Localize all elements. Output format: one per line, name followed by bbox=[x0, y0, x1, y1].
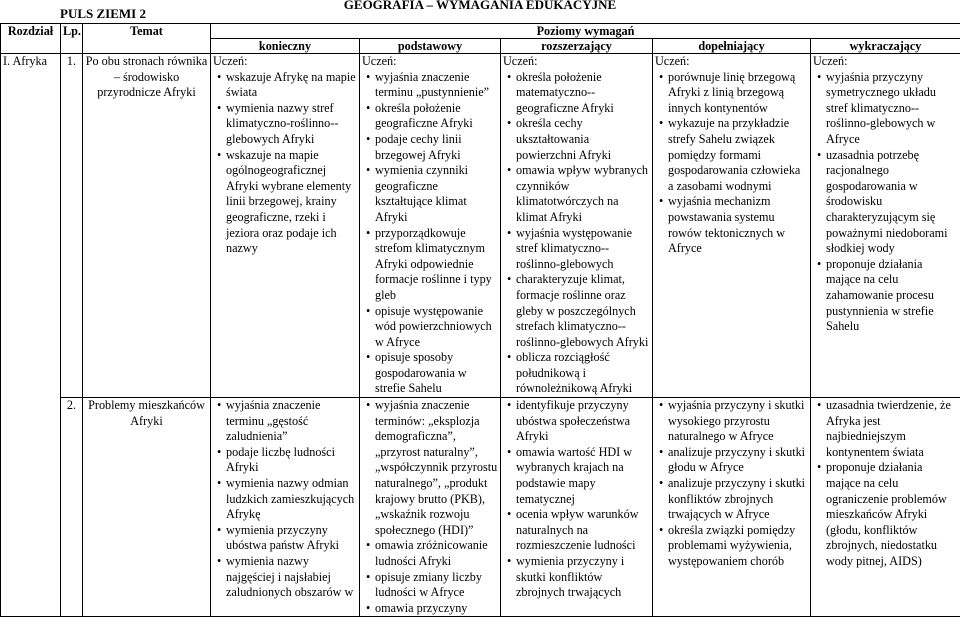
list-item: • wyjaśnia znaczenie terminu „gęstość zaludnienia” bbox=[226, 398, 357, 445]
podstawowy-cell bbox=[360, 54, 501, 398]
col-lp: Lp. bbox=[61, 24, 83, 39]
list-item: • omawia wpływ wybranych czynników klimatotwórczych na klimat Afryki bbox=[516, 163, 650, 225]
list bbox=[213, 70, 357, 257]
list-item: • omawia przyczyny bbox=[375, 601, 498, 617]
list-item: • oblicza rozciągłość południkową i równoleżnikową Afryki bbox=[516, 350, 650, 397]
list-item: • określa cechy ukształtowania powierzchni Afryki bbox=[516, 116, 650, 163]
list bbox=[503, 70, 650, 397]
list-item: • wskazuje Afrykę na mapie świata bbox=[226, 70, 357, 101]
list bbox=[655, 70, 808, 257]
list-item: • uzasadnia twierdzenie, że Afryka jest najbiedniejszym kontynentem świata bbox=[826, 398, 958, 460]
list-item: • opisuje zmiany liczby ludności w Afryce bbox=[375, 570, 498, 601]
list-item: • opisuje sposoby gospodarowania w strefie Sahelu bbox=[375, 350, 498, 397]
list-item: • charakteryzuje klimat, formacje roślinne oraz gleby w poszczególnych strefach klimatyczno--roślinno-glebowych Afryki bbox=[516, 272, 650, 350]
col-rozdzial: Rozdział bbox=[1, 24, 61, 39]
wykraczajacy-cell bbox=[811, 398, 960, 617]
list-item: • proponuje działania mające na celu ograniczenie problemów mieszkańców Afryki (głodu, konfliktów zbrojnych, niedostatku wody pitnej, AIDS) bbox=[826, 460, 958, 569]
list-item: • wyjaśnia występowanie stref klimatyczno--roślinno-glebowych bbox=[516, 226, 650, 273]
list-item: • określa położenie geograficzne Afryki bbox=[375, 101, 498, 132]
podstawowy-cell bbox=[360, 398, 501, 617]
header-left: PULS ZIEMI 2 bbox=[60, 6, 146, 22]
wykraczajacy-cell bbox=[811, 54, 960, 398]
temat-cell: Problemy mieszkańców Afryki bbox=[83, 398, 211, 617]
list-item: • proponuje działania mające na celu zahamowanie procesu pustynnienia w strefie Sahelu bbox=[826, 257, 958, 335]
list-item: • porównuje linię brzegową Afryki z linią brzegową innych kontynentów bbox=[668, 70, 808, 117]
list-item: • analizuje przyczyny i skutki konfliktów zbrojnych trwających w Afryce bbox=[668, 476, 808, 523]
list-item: • wymienia nazwy najgęściej i najsłabiej zaludnionych obszarów w bbox=[226, 554, 357, 601]
list bbox=[503, 398, 650, 601]
list-item: • przyporządkowuje strefom klimatycznym Afryki odpowiednie formacje roślinne i typy gleb bbox=[375, 226, 498, 304]
rozdzial-cell: I. Afryka bbox=[1, 54, 61, 617]
list bbox=[362, 70, 498, 397]
konieczny-cell bbox=[211, 398, 360, 617]
list-item: • wyjaśnia znaczenie terminów: „eksplozja demograficzna”, „przyrost naturalny”, „współczynnik przyrostu naturalnego”, „produkt krajowy brutto (PKB), „wskaźnik rozwoju społecznego (HDI)” bbox=[375, 398, 498, 538]
rozszerzajacy-cell bbox=[501, 54, 653, 398]
list-item: • omawia wartość HDI w wybranych krajach na podstawie mapy tematycznej bbox=[516, 445, 650, 507]
table-row bbox=[1, 398, 960, 617]
rozszerzajacy-cell bbox=[501, 398, 653, 617]
lp-cell: 1. bbox=[61, 54, 83, 398]
col-poziomy: Poziomy wymagań bbox=[211, 24, 960, 39]
col-rozszerzajacy: rozszerzający bbox=[501, 39, 653, 54]
lp-cell: 2. bbox=[61, 398, 83, 617]
dopelniajacy-cell bbox=[653, 54, 811, 398]
list-item: • wyjaśnia mechanizm powstawania systemu rowów tektonicznych w Afryce bbox=[668, 194, 808, 256]
list bbox=[362, 398, 498, 616]
list-item: • analizuje przyczyny i skutki głodu w Afryce bbox=[668, 445, 808, 476]
list-item: • wskazuje na mapie ogólnogeograficznej Afryki wybrane elementy linii brzegowej, krainy geograficzne, rzeki i jeziora oraz podaje ich nazwy bbox=[226, 148, 357, 257]
list bbox=[813, 398, 958, 570]
table-row bbox=[1, 54, 960, 398]
uczen-label: Uczeń: bbox=[813, 54, 958, 70]
list bbox=[813, 70, 958, 335]
konieczny-cell bbox=[211, 54, 360, 398]
dopelniajacy-cell bbox=[653, 398, 811, 617]
col-wykraczajacy: wykraczający bbox=[811, 39, 960, 54]
list-item: • uzasadnia potrzebę racjonalnego gospodarowania w środowisku charakteryzującym się poważnymi niedoborami słodkiej wody bbox=[826, 148, 958, 257]
uczen-label: Uczeń: bbox=[503, 54, 650, 70]
list-item: • określa związki pomiędzy problemami wyżywienia, występowaniem chorób bbox=[668, 523, 808, 570]
list-item: • omawia zróżnicowanie ludności Afryki bbox=[375, 538, 498, 569]
uczen-label: Uczeń: bbox=[655, 54, 808, 70]
col-temat: Temat bbox=[83, 24, 211, 39]
col-konieczny: konieczny bbox=[211, 39, 360, 54]
col-podstawowy: podstawowy bbox=[360, 39, 501, 54]
list-item: • wymienia nazwy stref klimatyczno-roślinno--glebowych Afryki bbox=[226, 101, 357, 148]
list-item: • wykazuje na przykładzie strefy Sahelu związek pomiędzy formami gospodarowania człowieka a zasobami wodnymi bbox=[668, 116, 808, 194]
list-item: • wyjaśnia przyczyny symetrycznego układu stref klimatyczno--roślinno-glebowych w Afryce bbox=[826, 70, 958, 148]
list-item: • podaje liczbę ludności Afryki bbox=[226, 445, 357, 476]
list-item: • wymienia przyczyny i skutki konfliktów zbrojnych trwających bbox=[516, 554, 650, 601]
document-title: GEOGRAFIA – WYMAGANIA EDUKACYJNE bbox=[0, 0, 960, 13]
header-row-1 bbox=[1, 24, 960, 39]
list-item: • podaje cechy linii brzegowej Afryki bbox=[375, 132, 498, 163]
uczen-label: Uczeń: bbox=[213, 54, 357, 70]
list-item: • określa położenie matematyczno--geograficzne Afryki bbox=[516, 70, 650, 117]
uczen-label: Uczeń: bbox=[362, 54, 498, 70]
list-item: • wymienia przyczyny ubóstwa państw Afryki bbox=[226, 523, 357, 554]
list bbox=[655, 398, 808, 570]
list-item: • wymienia nazwy odmian ludzkich zamieszkujących Afrykę bbox=[226, 476, 357, 523]
list-item: • identyfikuje przyczyny ubóstwa społeczeństwa Afryki bbox=[516, 398, 650, 445]
requirements-table bbox=[0, 23, 960, 617]
list-item: • wyjaśnia przyczyny i skutki wysokiego przyrostu naturalnego w Afryce bbox=[668, 398, 808, 445]
temat-cell: Po obu stronach równika – środowisko przyrodnicze Afryki bbox=[83, 54, 211, 398]
list-item: • wyjaśnia znaczenie terminu „pustynnienie” bbox=[375, 70, 498, 101]
col-dopelniajacy: dopełniający bbox=[653, 39, 811, 54]
list bbox=[213, 398, 357, 601]
header-row-2 bbox=[1, 39, 960, 54]
list-item: • ocenia wpływ warunków naturalnych na rozmieszczenie ludności bbox=[516, 507, 650, 554]
list-item: • wymienia czynniki geograficzne kształtujące klimat Afryki bbox=[375, 163, 498, 225]
list-item: • opisuje występowanie wód powierzchniowych w Afryce bbox=[375, 304, 498, 351]
